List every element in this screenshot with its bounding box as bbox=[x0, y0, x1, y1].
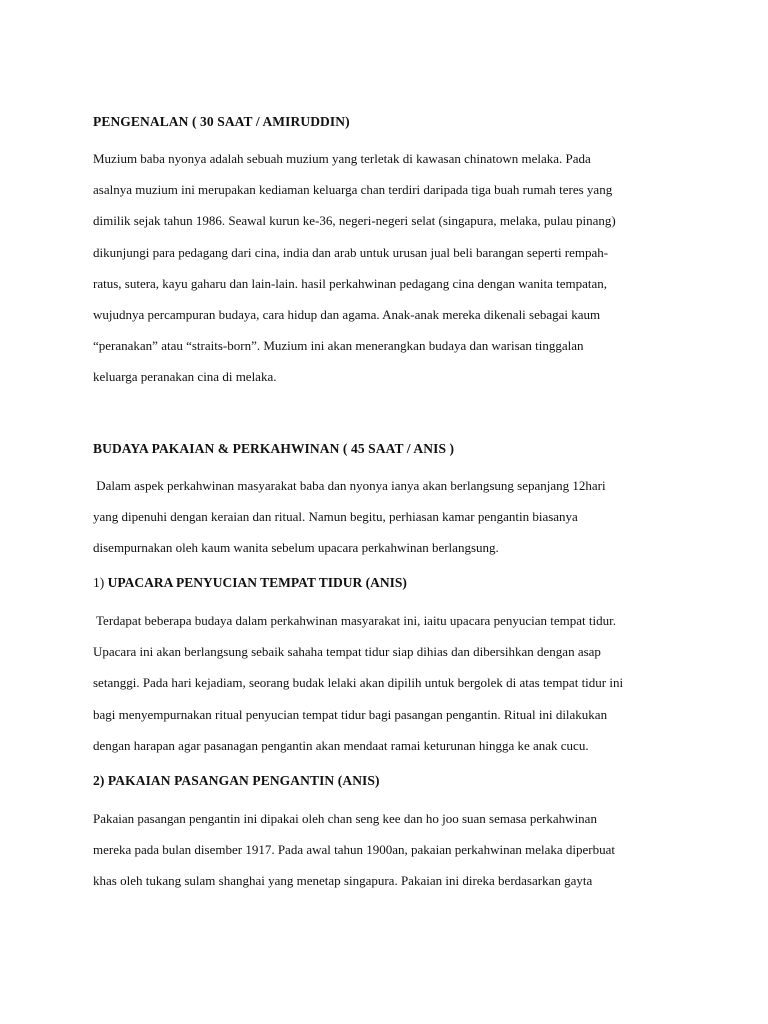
paragraph-line: dengan harapan agar pasanagan pengantin akan mendaat ramai keturunan hingga ke anak cucu. bbox=[93, 737, 589, 753]
paragraph-line: bagi menyempurnakan ritual penyucian tempat tidur bagi pasangan pengantin. Ritual ini dilakukan bbox=[93, 706, 608, 722]
paragraph-line: wujudnya percampuran budaya, cara hidup dan agama. Anak-anak mereka dikenali sebagai kaum bbox=[93, 306, 601, 322]
paragraph-line: mereka pada bulan disember 1917. Pada awal tahun 1900an, pakaian perkahwinan melaka diperbuat bbox=[93, 842, 615, 858]
heading-text: UPACARA PENYUCIAN TEMPAT TIDUR (ANIS) bbox=[107, 575, 407, 591]
paragraph-line: khas oleh tukang sulam shanghai yang menetap singapura. Pakaian ini direka berdasarkan gayta bbox=[93, 873, 593, 889]
paragraph-line: dimilik sejak tahun 1986. Seawal kurun ke-36, negeri-negeri selat (singapura, melaka, pulau pinang) bbox=[93, 213, 616, 229]
heading-upacara-penyucian bbox=[93, 573, 693, 593]
paragraph-line: Pakaian pasangan pengantin ini dipakai oleh chan seng kee dan ho joo suan semasa perkahwinan bbox=[93, 811, 597, 826]
paragraph-line: setanggi. Pada hari kejadiam, seorang budak lelaki akan dipilih untuk bergolek di atas tempat tidur ini bbox=[93, 675, 624, 691]
paragraph-line: asalnya muzium ini merupakan kediaman keluarga chan terdiri daripada tiga buah rumah teres yang bbox=[93, 182, 613, 198]
paragraph-line: yang dipenuhi dengan keraian dan ritual. Namun begitu, perhiasan kamar pengantin biasanya bbox=[93, 508, 578, 524]
paragraph-line: Dalam aspek perkahwinan masyarakat baba dan nyonya ianya akan berlangsung sepanjang 12hari bbox=[93, 477, 606, 493]
paragraph-budaya bbox=[93, 470, 693, 564]
paragraph-line: keluarga peranakan cina di melaka. bbox=[93, 369, 277, 385]
paragraph-line: “peranakan” atau “straits-born”. Muzium ini akan menerangkan budaya dan warisan tinggalan bbox=[93, 338, 584, 354]
paragraph-line: disempurnakan oleh kaum wanita sebelum upacara perkahwinan berlangsung. bbox=[93, 539, 499, 555]
paragraph-line: Muzium baba nyonya adalah sebuah muzium yang terletak di kawasan chinatown melaka. Pada bbox=[93, 151, 591, 166]
paragraph-pengenalan bbox=[93, 143, 693, 393]
paragraph-line: Upacara ini akan berlangsung sebaik sahaha tempat tidur siap dihias dan dibersihkan dengan asap bbox=[93, 644, 601, 660]
heading-budaya-pakaian: BUDAYA PAKAIAN & PERKAHWINAN ( 45 SAAT / ANIS ) bbox=[93, 440, 455, 456]
paragraph-line: dikunjungi para pedagang dari cina, india dan arab untuk urusan jual beli barangan seperti rempah- bbox=[93, 244, 609, 260]
document-content bbox=[93, 112, 693, 897]
paragraph-line: Terdapat beberapa budaya dalam perkahwinan masyarakat ini, iaitu upacara penyucian tempat tidur. bbox=[93, 613, 616, 629]
paragraph-pakaian bbox=[93, 803, 693, 897]
paragraph-upacara bbox=[93, 605, 693, 761]
heading-pakaian-pasangan: 2) PAKAIAN PASANGAN PENGANTIN (ANIS) bbox=[93, 773, 380, 788]
paragraph-line: ratus, sutera, kayu gaharu dan lain-lain. hasil perkahwinan pedagang cina dengan wanita tempatan, bbox=[93, 275, 608, 291]
heading-number: 1) bbox=[93, 575, 108, 591]
heading-pengenalan: PENGENALAN ( 30 SAAT / AMIRUDDIN) bbox=[93, 114, 350, 129]
